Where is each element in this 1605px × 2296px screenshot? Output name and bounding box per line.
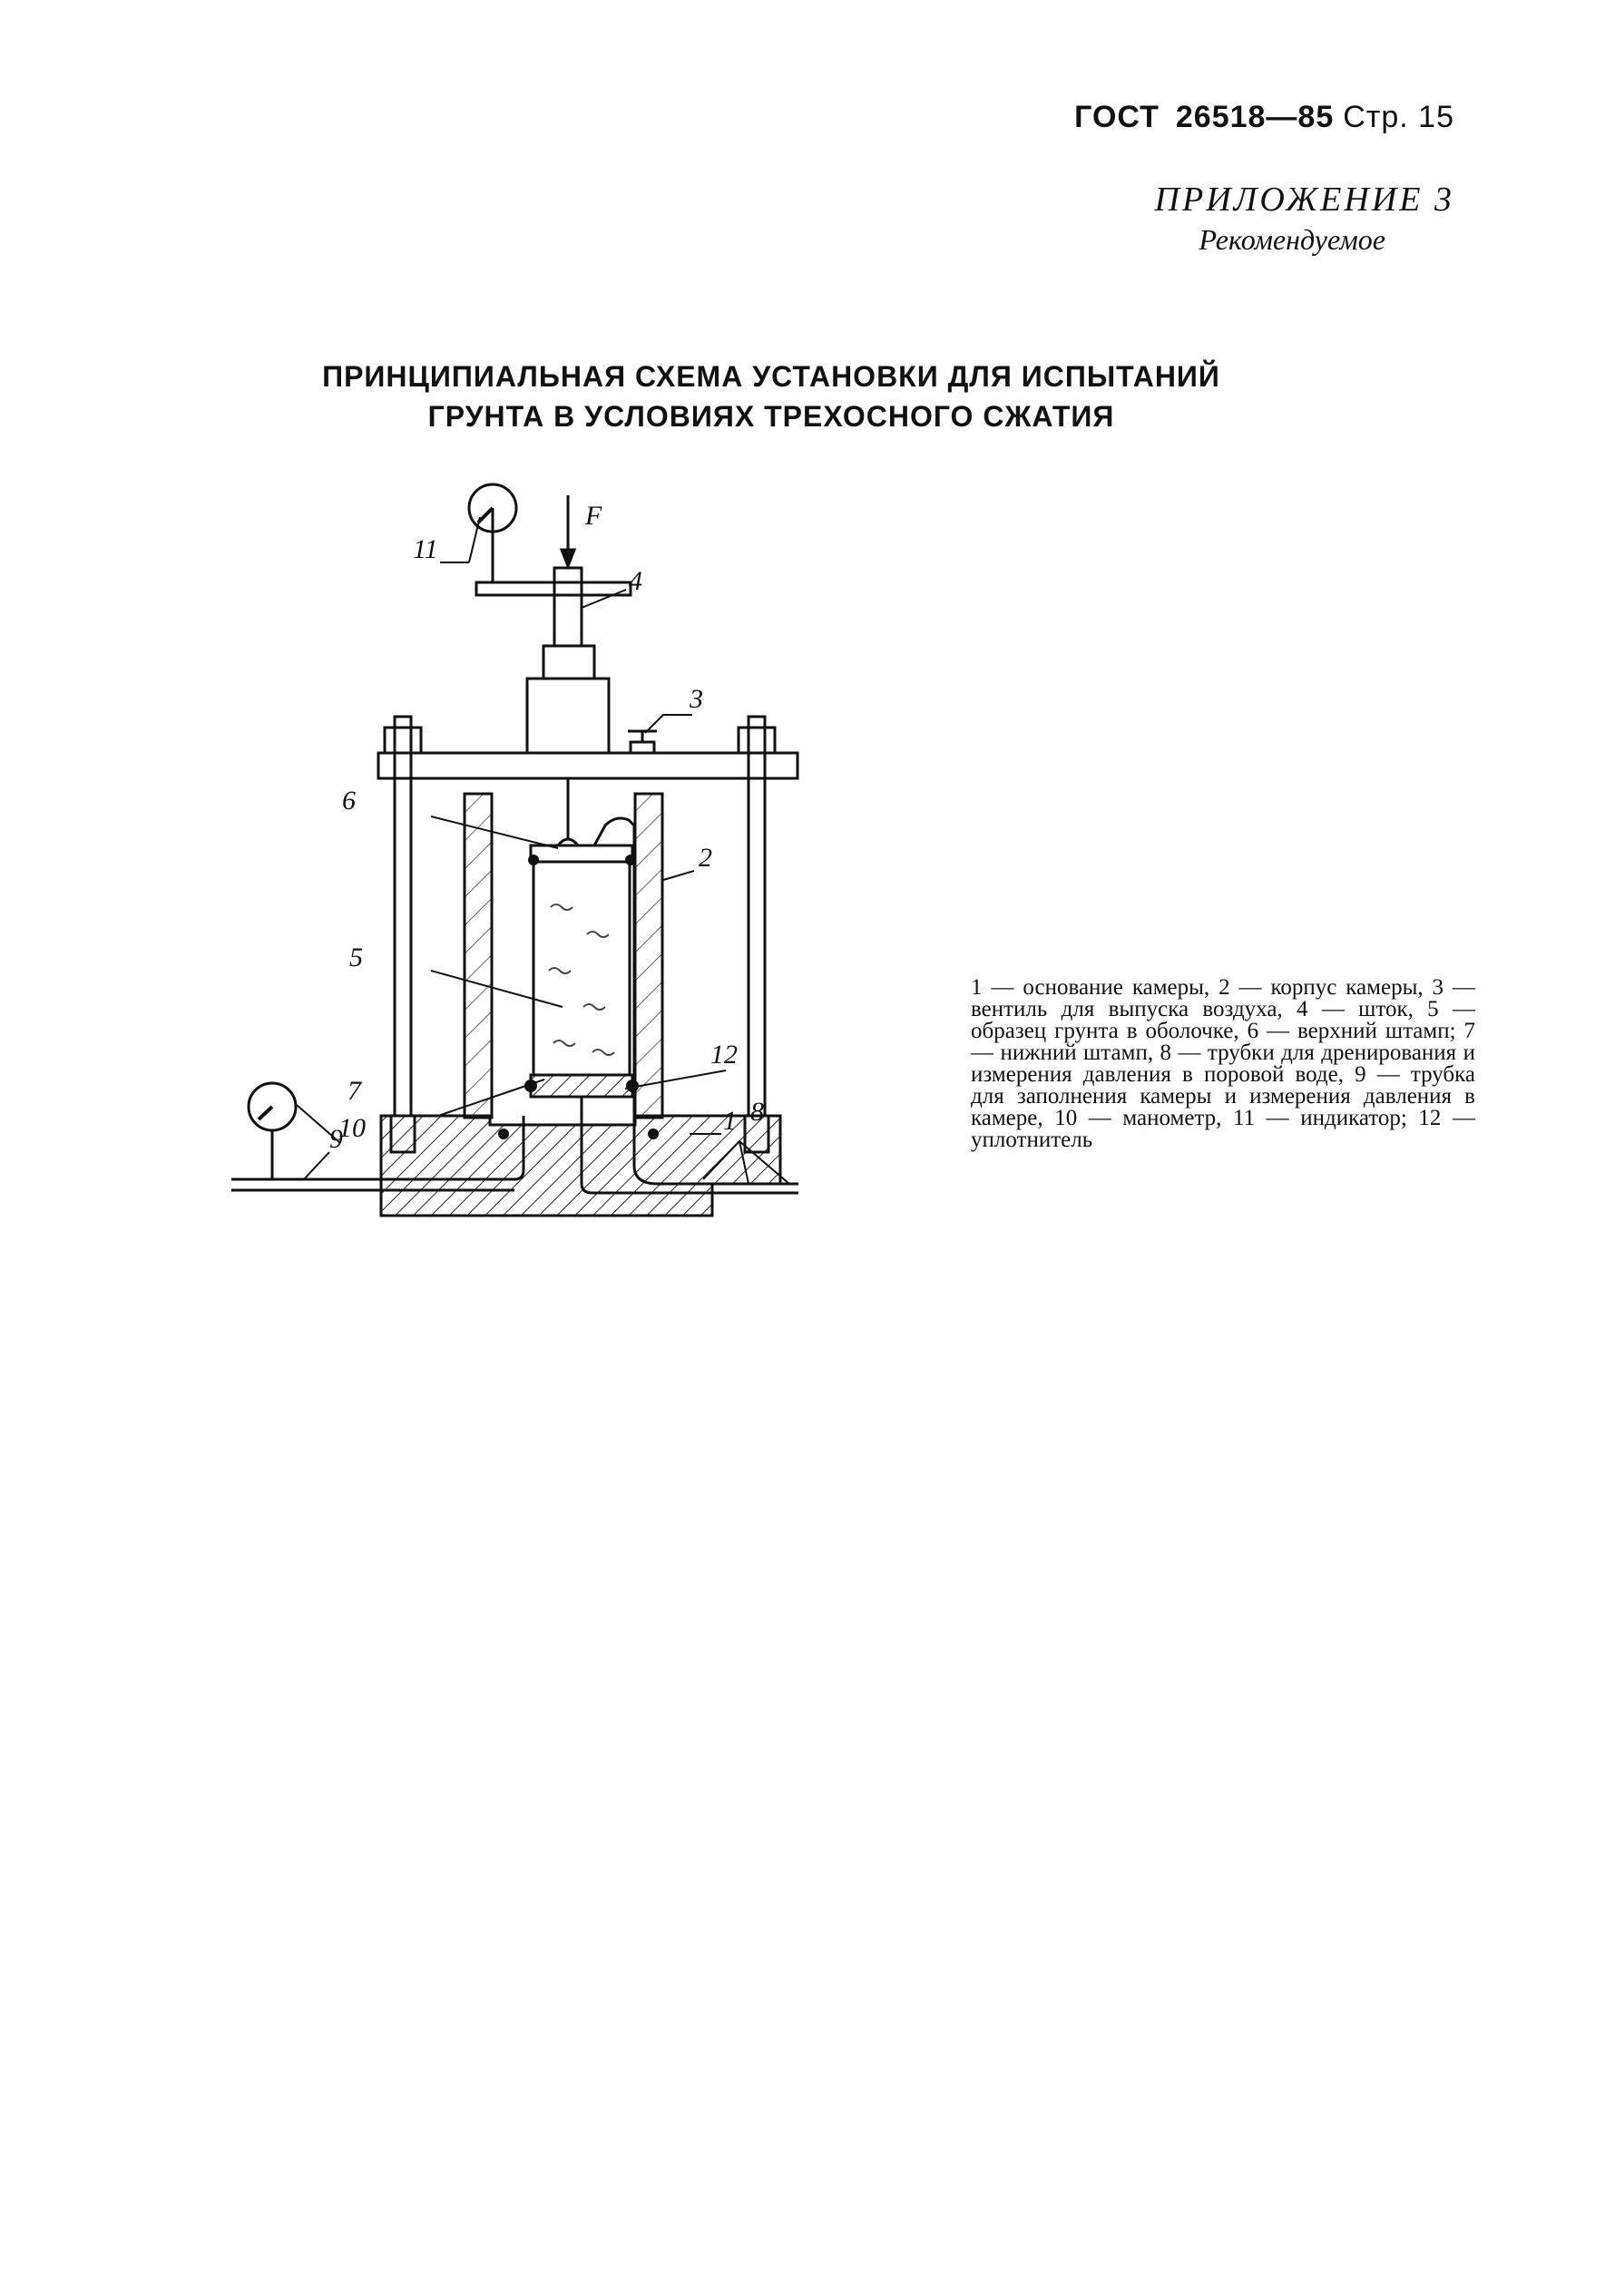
chamber-wall-right [635,794,662,1118]
bottom-platen [531,1075,632,1097]
callout-label-7: 7 [347,1076,361,1106]
appendix-subtitle: Рекомендуемое [1199,223,1385,256]
callout-label-4: 4 [629,566,642,596]
tie-rod-right [749,717,765,1116]
callout-label-5: 5 [349,943,363,972]
callout-label-10: 10 [338,1113,366,1143]
legend-text: 1 — основание камеры, 2 — корпус камеры, 3 — вентиль для выпуска воздуха, 4 — шток, 5 — образец грунта в оболочке, 6 — верхний штамп; 7 — нижний штамп, 8 — трубки для дренирования и измерения давления в поровой воде, 9 — трубка для заполнения камеры и измерения давления в камере, 10 — манометр, 11 — индикатор; 12 — уплотнитель [971,975,1475,1152]
piston-bushing-cap [543,646,594,679]
page-number: Стр. 15 [1343,100,1454,134]
callout-label-1: 1 [723,1106,737,1136]
appendix-title: ПРИЛОЖЕНИЕ 3 [1154,181,1454,219]
callout-label-6: 6 [342,786,356,816]
figure-title-line-2: ГРУНТА В УСЛОВИЯХ ТРЕХОСНОГО СЖАТИЯ [427,400,1115,433]
tie-rod-left [395,717,411,1116]
rod-nut-right [739,728,775,753]
piston-bushing [527,679,609,753]
callout-label-9: 9 [329,1124,343,1154]
soil-texture [549,904,614,1055]
top-plate [378,753,798,778]
triaxial-apparatus-diagram [231,481,885,1234]
chamber-wall-left [465,794,492,1118]
page-header [1074,100,1454,135]
standard-code: ГОСТ [1074,100,1160,134]
soil-sample [533,862,630,1075]
callout-label-8: 8 [750,1097,764,1127]
figure-legend [971,977,1475,1151]
rod-nut-left [385,728,421,753]
callout-label-12: 12 [710,1040,738,1070]
force-label: F [585,501,602,531]
standard-number: 26518—85 [1175,100,1335,134]
air-valve [631,742,654,753]
figure-title-line-1: ПРИНЦИПИАЛЬНАЯ СХЕМА УСТАНОВКИ ДЛЯ ИСПЫТАНИЙ [322,360,1220,393]
callout-label-11: 11 [413,534,438,564]
figure-title [272,357,1270,436]
callout-label-3: 3 [690,684,703,714]
top-platen [531,845,632,862]
callout-label-2: 2 [699,843,712,873]
piston-rod [554,568,582,646]
